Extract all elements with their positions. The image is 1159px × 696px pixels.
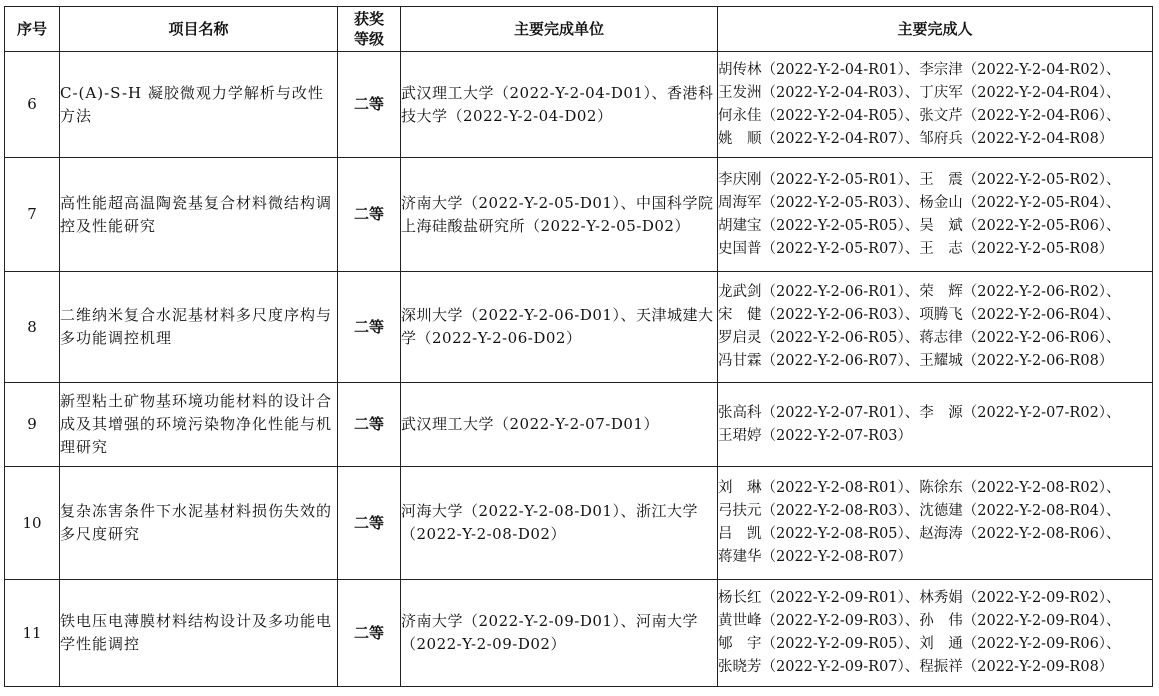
row-people <box>718 467 1153 580</box>
row-grade: 二等 <box>338 383 401 467</box>
row-grade: 二等 <box>338 467 401 580</box>
table-row <box>5 467 1153 580</box>
table-row <box>5 580 1153 687</box>
person-line: 姚 顺（2022-Y-2-04-R07）、邹府兵（2022-Y-2-04-R08） <box>718 130 1114 147</box>
table-row <box>5 272 1153 383</box>
row-unit: 济南大学（2022-Y-2-09-D01）、河南大学（2022-Y-2-09-D02） <box>401 580 718 687</box>
table-row <box>5 158 1153 272</box>
row-grade: 二等 <box>338 158 401 272</box>
header-row <box>5 7 1153 52</box>
row-people <box>718 158 1153 272</box>
row-seq: 7 <box>5 158 60 272</box>
header-unit: 主要完成单位 <box>401 7 718 52</box>
header-grade <box>338 7 401 52</box>
person-line: 吕 凯（2022-Y-2-08-R05）、赵海涛（2022-Y-2-08-R06）、 <box>718 526 1121 542</box>
row-people <box>718 272 1153 383</box>
row-unit: 武汉理工大学（2022-Y-2-07-D01） <box>401 383 718 467</box>
row-people <box>718 383 1153 467</box>
header-grade-line1: 获奖 <box>353 10 384 28</box>
row-unit: 济南大学（2022-Y-2-05-D01）、中国科学院上海硅酸盐研究所（2022-Y-2-05-D02） <box>401 158 718 272</box>
row-project-name: 高性能超高温陶瓷基复合材料微结构调控及性能研究 <box>60 158 338 272</box>
row-people <box>718 580 1153 687</box>
header-name: 项目名称 <box>60 7 338 52</box>
row-project-name: 复杂冻害条件下水泥基材料损伤失效的多尺度研究 <box>60 467 338 580</box>
person-line: 刘 琳（2022-Y-2-08-R01）、陈徐东（2022-Y-2-08-R02）、 <box>718 480 1121 496</box>
person-line: 何永佳（2022-Y-2-04-R05）、张文芹（2022-Y-2-04-R06）、 <box>718 107 1121 124</box>
row-grade: 二等 <box>338 580 401 687</box>
row-seq: 8 <box>5 272 60 383</box>
person-line: 龙武剑（2022-Y-2-06-R01）、荣 辉（2022-Y-2-06-R02）、 <box>718 284 1121 300</box>
row-seq: 11 <box>5 580 60 687</box>
row-project-name: 二维纳米复合水泥基材料多尺度序构与多功能调控机理 <box>60 272 338 383</box>
person-line: 胡建宝（2022-Y-2-05-R05）、吴 斌（2022-Y-2-05-R06）、 <box>718 217 1121 234</box>
row-grade: 二等 <box>338 52 401 158</box>
person-line: 郇 宇（2022-Y-2-09-R05）、刘 通（2022-Y-2-09-R06）、 <box>718 636 1121 652</box>
table-row <box>5 52 1153 158</box>
person-line: 史国普（2022-Y-2-05-R07）、王 志（2022-Y-2-05-R08） <box>718 240 1114 257</box>
person-line: 李庆刚（2022-Y-2-05-R01）、王 震（2022-Y-2-05-R02）、 <box>718 171 1121 188</box>
person-line: 宋 健（2022-Y-2-06-R03）、项腾飞（2022-Y-2-06-R04）、 <box>718 307 1121 323</box>
person-line: 王发洲（2022-Y-2-04-R03）、丁庆军（2022-Y-2-04-R04）、 <box>718 84 1121 101</box>
person-line: 罗启灵（2022-Y-2-06-R05）、蒋志律（2022-Y-2-06-R06）、 <box>718 330 1121 346</box>
row-grade: 二等 <box>338 272 401 383</box>
person-line: 黄世峰（2022-Y-2-09-R03）、孙 伟（2022-Y-2-09-R04）、 <box>718 613 1121 629</box>
row-project-name: 铁电压电薄膜材料结构设计及多功能电学性能调控 <box>60 580 338 687</box>
person-line: 冯甘霖（2022-Y-2-06-R07）、王耀城（2022-Y-2-06-R08） <box>718 353 1114 369</box>
row-people <box>718 52 1153 158</box>
person-line: 蒋建华（2022-Y-2-08-R07） <box>718 549 913 565</box>
row-unit: 武汉理工大学（2022-Y-2-04-D01）、香港科技大学（2022-Y-2-04-D02） <box>401 52 718 158</box>
person-line: 张高科（2022-Y-2-07-R01）、李 源（2022-Y-2-07-R02）、 <box>718 404 1121 421</box>
person-line: 胡传林（2022-Y-2-04-R01）、李宗津（2022-Y-2-04-R02）、 <box>718 61 1121 78</box>
person-line: 王珺婷（2022-Y-2-07-R03） <box>718 427 913 444</box>
row-seq: 6 <box>5 52 60 158</box>
header-people: 主要完成人 <box>718 7 1153 52</box>
row-unit: 河海大学（2022-Y-2-08-D01）、浙江大学（2022-Y-2-08-D02） <box>401 467 718 580</box>
person-line: 张晓芳（2022-Y-2-09-R07）、程振祥（2022-Y-2-09-R08） <box>718 659 1114 675</box>
row-seq: 10 <box>5 467 60 580</box>
header-grade-line2: 等级 <box>353 30 384 48</box>
header-seq: 序号 <box>5 7 60 52</box>
table-row <box>5 383 1153 467</box>
row-project-name: 新型粘土矿物基环境功能材料的设计合成及其增强的环境污染物净化性能与机理研究 <box>60 383 338 467</box>
row-project-name: C-(A)-S-H 凝胶微观力学解析与改性方法 <box>60 52 338 158</box>
person-line: 周海军（2022-Y-2-05-R03）、杨金山（2022-Y-2-05-R04）、 <box>718 194 1121 211</box>
row-unit: 深圳大学（2022-Y-2-06-D01）、天津城建大学（2022-Y-2-06-D02） <box>401 272 718 383</box>
row-seq: 9 <box>5 383 60 467</box>
person-line: 杨长红（2022-Y-2-09-R01）、林秀娟（2022-Y-2-09-R02）、 <box>718 590 1121 606</box>
awards-table <box>4 6 1153 687</box>
person-line: 弓扶元（2022-Y-2-08-R03）、沈德建（2022-Y-2-08-R04）、 <box>718 503 1121 519</box>
